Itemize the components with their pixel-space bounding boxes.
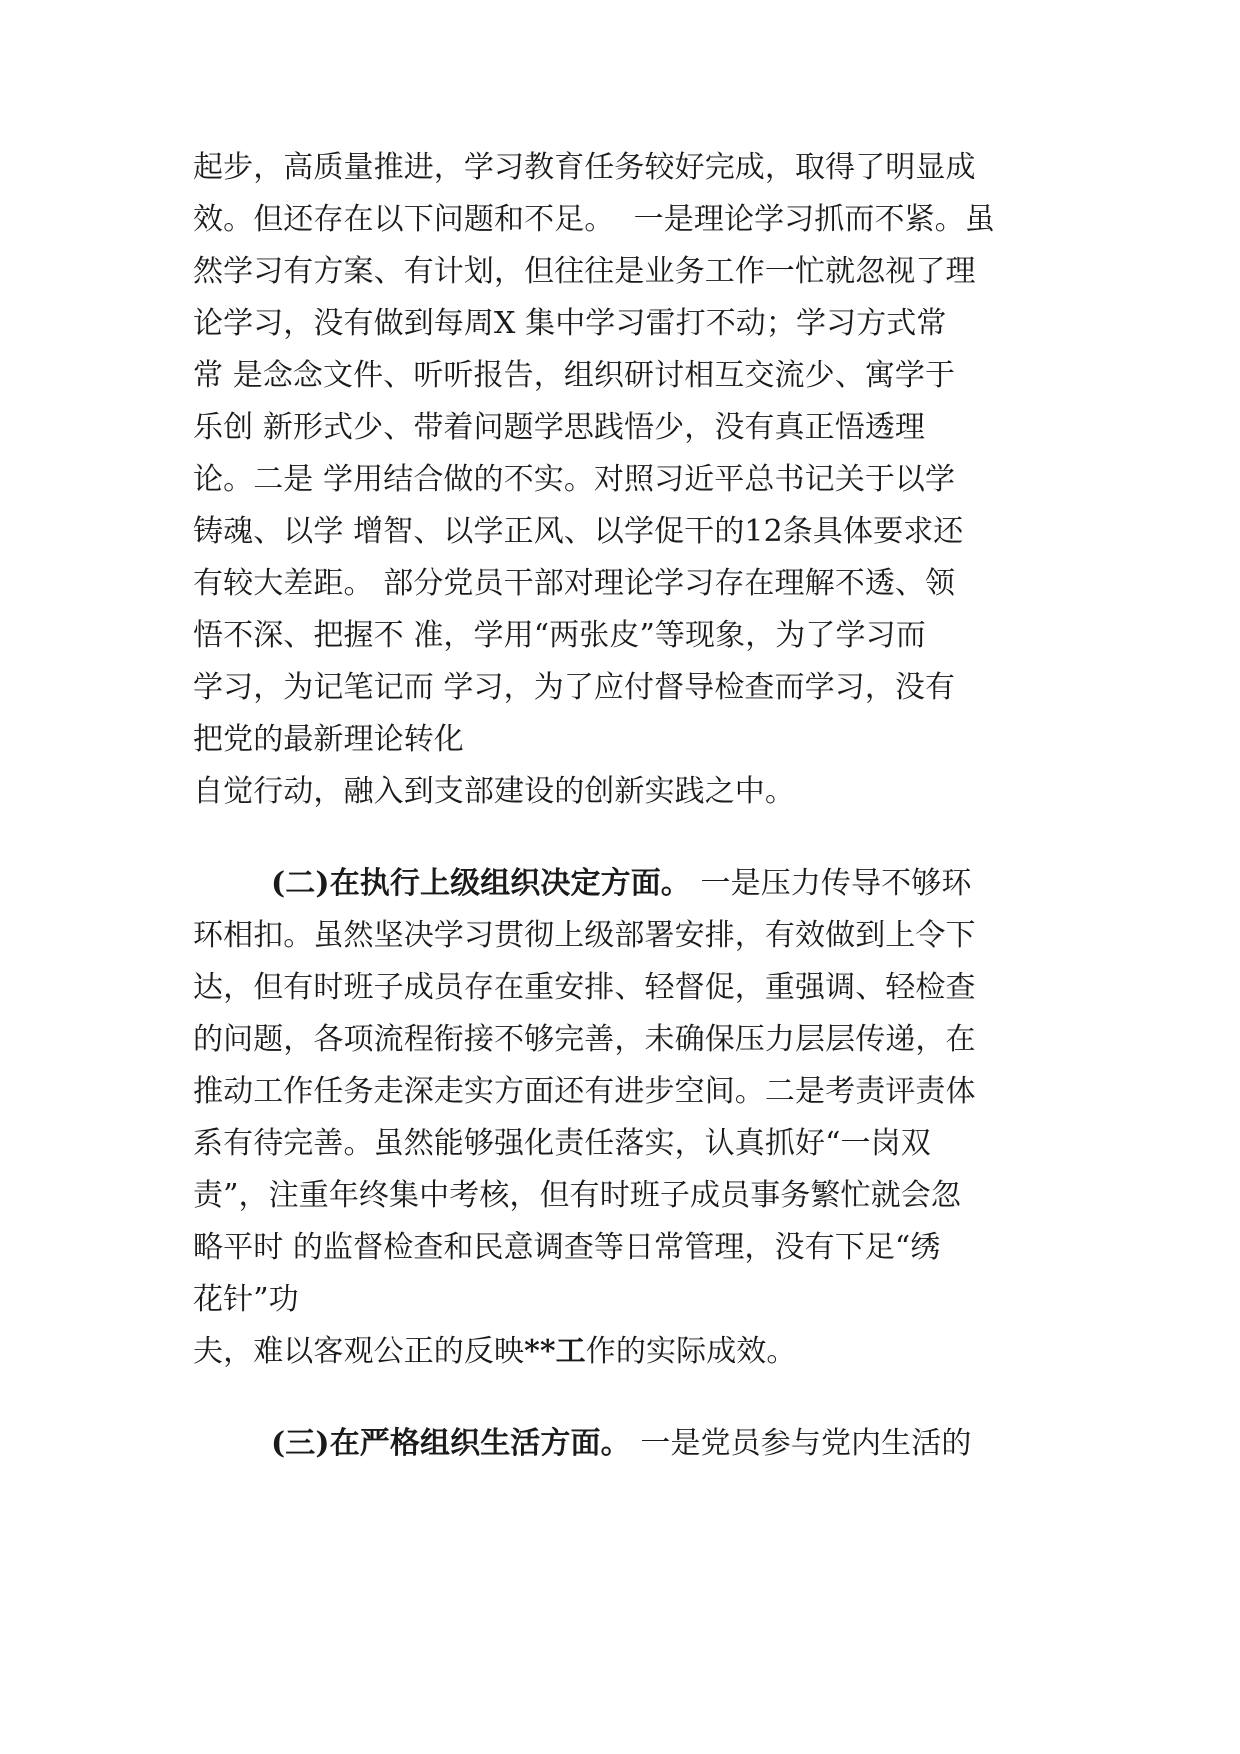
section-heading-line: (三)在严格组织生活方面。 一是党员参与党内生活的	[271, 1426, 972, 1461]
section-heading: (三)在严格组织生活方面。	[271, 1426, 631, 1461]
section-heading: (二)在执行上级组织决定方面。	[271, 866, 691, 901]
text-line: 推动工作任务走深走实方面还有进步空间。二是考责评责体	[193, 1074, 976, 1109]
text-line: 把党的最新理论转化	[193, 722, 464, 757]
text-line: 乐创 新形式少、带着问题学思践悟少，没有真正悟透理	[193, 410, 926, 445]
text-line: 自觉行动，融入到支部建设的创新实践之中。	[193, 774, 795, 809]
text-line: 有较大差距。 部分党员干部对理论学习存在理解不透、领	[193, 566, 956, 601]
text-line: 然学习有方案、有计划，但往往是业务工作一忙就忽视了理	[193, 254, 976, 289]
text-line: 花针”功	[193, 1282, 299, 1317]
text-line: 效。但还存在以下问题和不足。 一是理论学习抓而不紧。虽	[193, 202, 995, 237]
text-line: 的问题，各项流程衔接不够完善，未确保压力层层传递，在	[193, 1022, 976, 1057]
section-heading-line: (二)在执行上级组织决定方面。 一是压力传导不够环	[271, 866, 972, 901]
text-line: 起步，高质量推进，学习教育任务较好完成，取得了明显成	[193, 150, 976, 185]
text-line: 夫，难以客观公正的反映**工作的实际成效。	[193, 1334, 797, 1369]
text-line: 学习，为记笔记而 学习，为了应付督导检查而学习，没有	[193, 670, 956, 705]
text-line: 论。二是 学用结合做的不实。对照习近平总书记关于以学	[193, 462, 956, 497]
text-line: 责”，注重年终集中考核，但有时班子成员事务繁忙就会忽	[193, 1178, 961, 1213]
text-line: 悟不深、把握不 准，学用“两张皮”等现象，为了学习而	[193, 618, 926, 653]
text-line: 达，但有时班子成员存在重安排、轻督促，重强调、轻检查	[193, 970, 976, 1005]
text-line: 系有待完善。虽然能够强化责任落实，认真抓好“一岗双	[193, 1126, 931, 1161]
text-line: 环相扣。虽然坚决学习贯彻上级部署安排，有效做到上令下	[193, 918, 976, 953]
text-line: 常 是念念文件、听听报告，组织研讨相互交流少、寓学于	[193, 358, 956, 393]
text-line: 论学习，没有做到每周X 集中学习雷打不动；学习方式常	[193, 306, 947, 341]
text-line: 略平时 的监督检查和民意调查等日常管理，没有下足“绣	[193, 1230, 941, 1265]
text-line: 铸魂、以学 增智、以学正风、以学促干的12条具体要求还	[193, 514, 964, 549]
